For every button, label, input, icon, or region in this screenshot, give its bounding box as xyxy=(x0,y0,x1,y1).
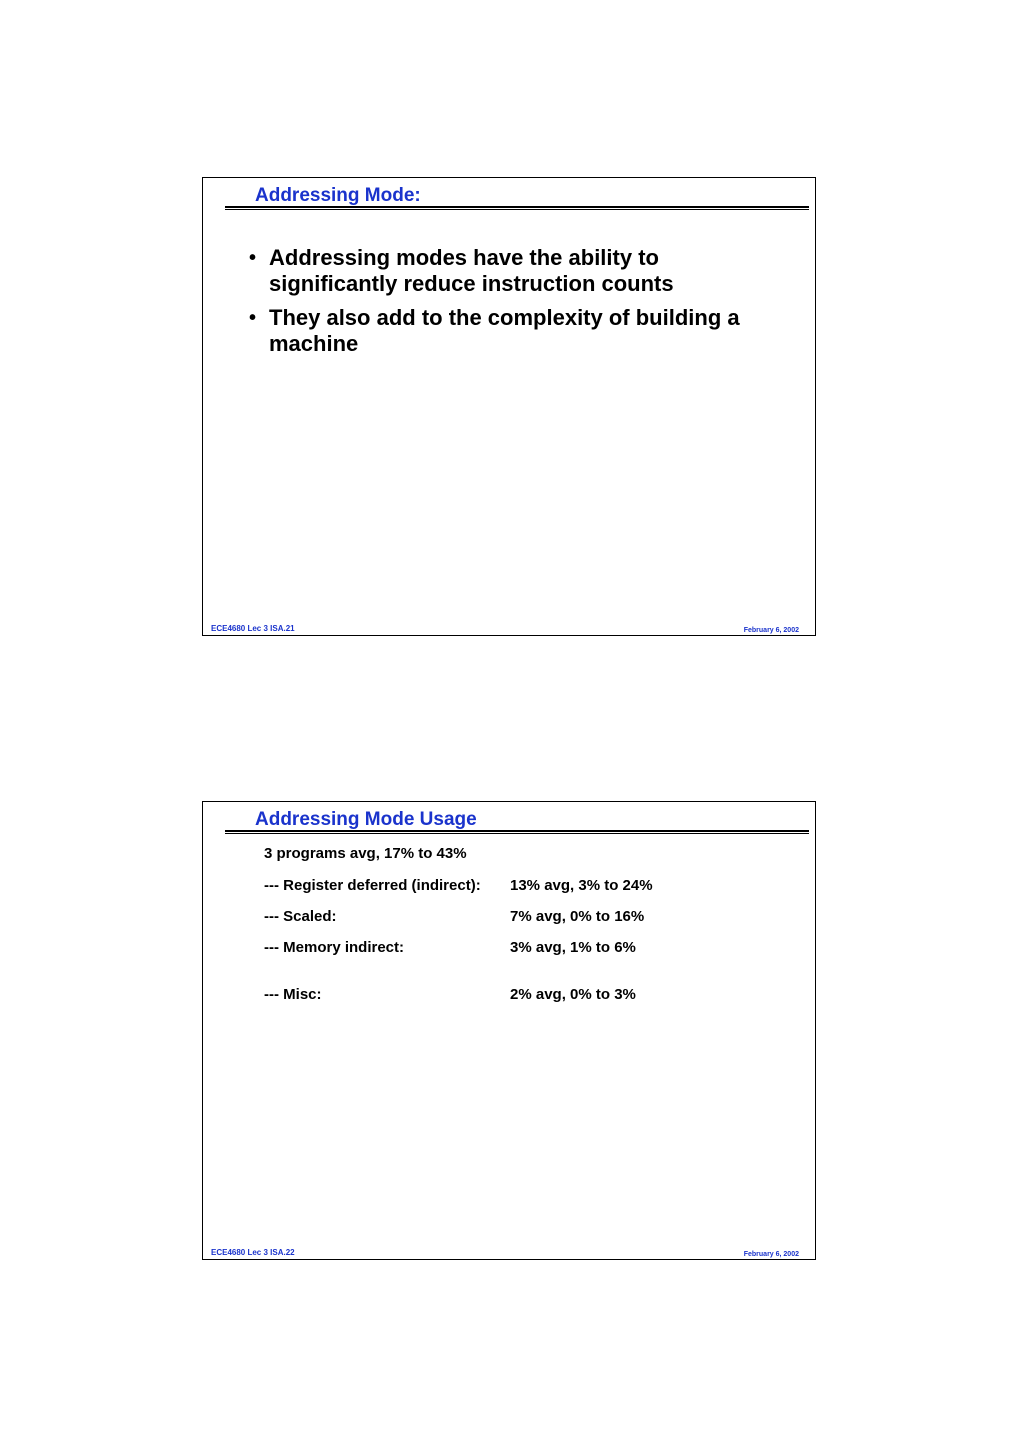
usage-value: 13% avg, 3% to 24% xyxy=(510,877,653,894)
bullet-list xyxy=(249,245,789,365)
slide-footer-id: ECE4680 Lec 3 ISA.21 xyxy=(211,624,295,633)
slide-footer-id: ECE4680 Lec 3 ISA.22 xyxy=(211,1248,295,1257)
bullet-item xyxy=(249,245,789,297)
bullet-text: They also add to the complexity of building a machine xyxy=(269,305,740,356)
usage-value: 3% avg, 1% to 6% xyxy=(510,939,636,956)
title-underline xyxy=(225,206,809,210)
slide-footer-date: February 6, 2002 xyxy=(743,1251,799,1258)
bullet-dot-icon: • xyxy=(249,247,257,269)
slide-isa-22 xyxy=(202,801,816,1260)
slide-footer-date: February 6, 2002 xyxy=(743,627,799,634)
usage-label: --- Scaled: xyxy=(264,908,337,925)
bullet-item xyxy=(249,305,789,357)
usage-value: 2% avg, 0% to 3% xyxy=(510,986,636,1003)
usage-label: --- Register deferred (indirect): xyxy=(264,877,481,894)
usage-row-memory-indirect xyxy=(264,939,764,959)
bullet-dot-icon: • xyxy=(249,307,257,329)
bullet-text: Addressing modes have the ability to significantly reduce instruction counts xyxy=(269,245,674,296)
usage-intro: 3 programs avg, 17% to 43% xyxy=(264,845,467,862)
slide-isa-21 xyxy=(202,177,816,636)
usage-row-register-deferred xyxy=(264,877,764,897)
usage-label: --- Misc: xyxy=(264,986,322,1003)
usage-value: 7% avg, 0% to 16% xyxy=(510,908,645,925)
usage-row-scaled xyxy=(264,908,764,928)
slide-title: Addressing Mode Usage xyxy=(255,809,477,830)
slide-title: Addressing Mode: xyxy=(255,185,421,206)
usage-row-misc xyxy=(264,986,764,1006)
title-underline xyxy=(225,830,809,834)
usage-label: --- Memory indirect: xyxy=(264,939,405,956)
